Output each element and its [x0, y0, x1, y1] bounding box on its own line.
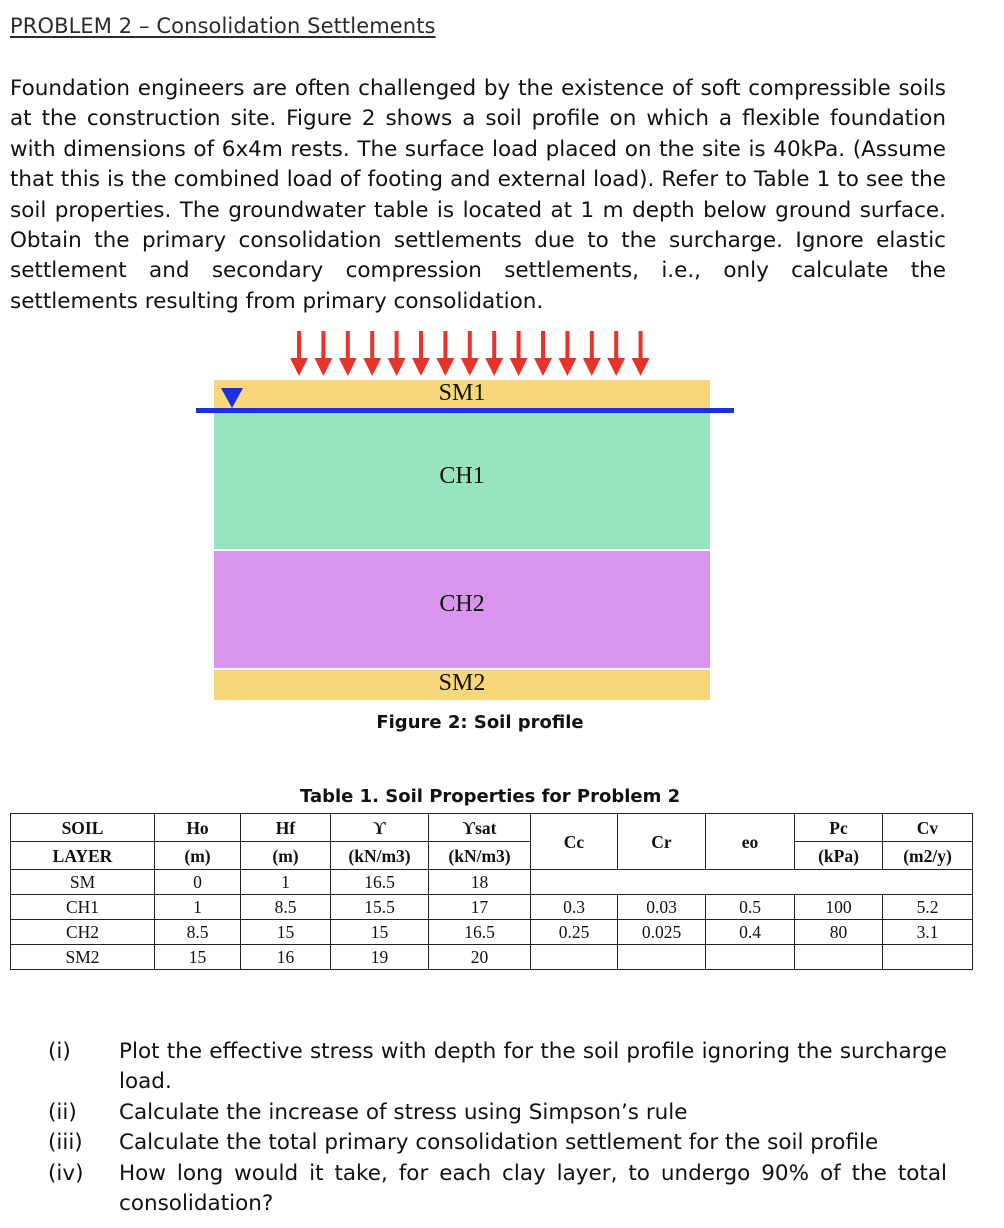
header-gamma-sat: ϒsat: [429, 814, 531, 842]
header-eo: eo: [706, 814, 795, 870]
question-number: (i): [48, 1039, 71, 1064]
table-cell: 3.1: [883, 920, 973, 945]
table-cell: 16.5: [429, 920, 531, 945]
load-arrow-icon: [412, 331, 430, 376]
table-header-row-1: [11, 814, 973, 842]
layer-sm1-label: SM1: [438, 380, 486, 406]
table-cell: 16.5: [331, 870, 429, 895]
header-cv-unit: (m2/y): [883, 842, 973, 870]
questions-list: [0, 1037, 1004, 1219]
load-arrow-icon: [558, 331, 576, 376]
table-cell: 16: [241, 945, 331, 970]
table-cell: 15: [241, 920, 331, 945]
soil-properties-table: [10, 813, 973, 970]
question-text: How long would it take, for each clay layer, to undergo 90% of the total consolidation?: [119, 1160, 947, 1217]
surcharge-load-arrows: [288, 330, 660, 378]
table-cell: [883, 945, 973, 970]
table-cell: 0: [155, 870, 241, 895]
layer-sm1: [214, 380, 710, 409]
layer-ch2: [214, 549, 710, 670]
header-soil: SOIL: [11, 814, 155, 842]
table-caption: Table 1. Soil Properties for Problem 2: [300, 786, 681, 807]
table-cell: [531, 945, 618, 970]
water-table-triangle-icon: [221, 388, 243, 408]
question-item: [0, 1159, 1004, 1220]
question-item: [0, 1037, 1004, 1098]
header-pc: Pc: [795, 814, 883, 842]
header-ho: Ho: [155, 814, 241, 842]
table-cell: 15: [331, 920, 429, 945]
problem-heading: PROBLEM 2 – Consolidation Settlements: [10, 14, 436, 38]
table-cell: 1: [241, 870, 331, 895]
table-cell: SM: [11, 870, 155, 895]
table-cell: 8.5: [241, 895, 331, 920]
layer-ch1-label: CH1: [439, 463, 485, 489]
load-arrow-icon: [510, 331, 528, 376]
layer-ch2-label: CH2: [439, 591, 485, 617]
question-number: (ii): [48, 1099, 77, 1125]
table-cell: 17: [429, 895, 531, 920]
figure-caption-text: Figure 2: Soil profile: [376, 712, 584, 733]
table-row-ch1: [11, 895, 973, 920]
layer-ch1: [214, 409, 710, 549]
table-cell: SM2: [11, 945, 155, 970]
load-arrow-icon: [388, 331, 406, 376]
table-cell: 0.3: [531, 895, 618, 920]
load-arrow-icon: [339, 331, 357, 376]
load-arrow-icon: [534, 331, 552, 376]
table-cell: CH1: [11, 895, 155, 920]
figure-caption: [0, 712, 1004, 733]
table-cell: 80: [795, 920, 883, 945]
layer-sm2: [214, 670, 710, 700]
header-hf: Hf: [241, 814, 331, 842]
load-arrow-icon: [461, 331, 479, 376]
table-cell: CH2: [11, 920, 155, 945]
question-text: Calculate the total primary consolidation settlement for the soil profile: [119, 1130, 879, 1156]
table-cell: 15: [155, 945, 241, 970]
table-row-sm: [11, 870, 973, 895]
header-cr: Cr: [618, 814, 706, 870]
table-cell: [618, 945, 706, 970]
table-cell: 1: [155, 895, 241, 920]
load-arrow-icon: [485, 331, 503, 376]
question-number: (iv): [48, 1160, 84, 1186]
table-cell: 20: [429, 945, 531, 970]
table-cell: 19: [331, 945, 429, 970]
load-arrow-icon: [290, 331, 308, 376]
header-ho-unit: (m): [155, 842, 241, 870]
header-layer: LAYER: [11, 842, 155, 870]
table-cell: 100: [795, 895, 883, 920]
load-arrow-icon: [363, 331, 381, 376]
table-cell: 18: [429, 870, 531, 895]
table-cell: 0.25: [531, 920, 618, 945]
header-gamma-sat-unit: (kN/m3): [429, 842, 531, 870]
table-cell: 0.025: [618, 920, 706, 945]
question-item: [0, 1098, 1004, 1128]
groundwater-table-line: [196, 408, 734, 413]
table-header-row-2: [11, 842, 973, 870]
header-hf-unit: (m): [241, 842, 331, 870]
table-cell: 15.5: [331, 895, 429, 920]
table-cell: [706, 945, 795, 970]
layer-sm2-label: SM2: [438, 670, 486, 696]
header-gamma: ϒ: [331, 814, 429, 842]
header-cc: Cc: [531, 814, 618, 870]
table-cell: 5.2: [883, 895, 973, 920]
header-gamma-unit: (kN/m3): [331, 842, 429, 870]
table-row-sm2: [11, 945, 973, 970]
load-arrow-icon: [314, 331, 332, 376]
load-arrow-icon: [607, 331, 625, 376]
question-item: [0, 1128, 1004, 1158]
question-number: (iii): [48, 1130, 83, 1156]
load-arrow-icon: [436, 331, 454, 376]
question-text: Plot the effective stress with depth for the soil profile ignoring the surcharge load.: [119, 1039, 947, 1095]
load-arrow-icon: [632, 331, 650, 376]
table-cell: 0.5: [706, 895, 795, 920]
table-row-ch2: [11, 920, 973, 945]
header-pc-unit: (kPa): [795, 842, 883, 870]
table-cell-empty: [531, 870, 973, 895]
table-cell: 0.03: [618, 895, 706, 920]
header-cv: Cv: [883, 814, 973, 842]
load-arrow-icon: [583, 331, 601, 376]
table-cell: [795, 945, 883, 970]
table-cell: 8.5: [155, 920, 241, 945]
table-cell: 0.4: [706, 920, 795, 945]
problem-statement: Foundation engineers are often challenged by the existence of soft compressible soils at the construction site. Figure 2 shows a soil profile on which a flexible foundation with dimensions of 6x4m rests. The surface load placed on the site is 40kPa. (Assume that this is the combined load of footing and external load). Refer to Table 1 to see the soil properties. The groundwater table is located at 1 m depth below ground surface. Obtain the primary consolidation settlements due to the surcharge. Ignore elastic settlement and secondary compression settlements, i.e., only calculate the settlements resulting from primary consolidation.: [10, 76, 946, 314]
question-text: Calculate the increase of stress using Simpson’s rule: [119, 1099, 688, 1125]
